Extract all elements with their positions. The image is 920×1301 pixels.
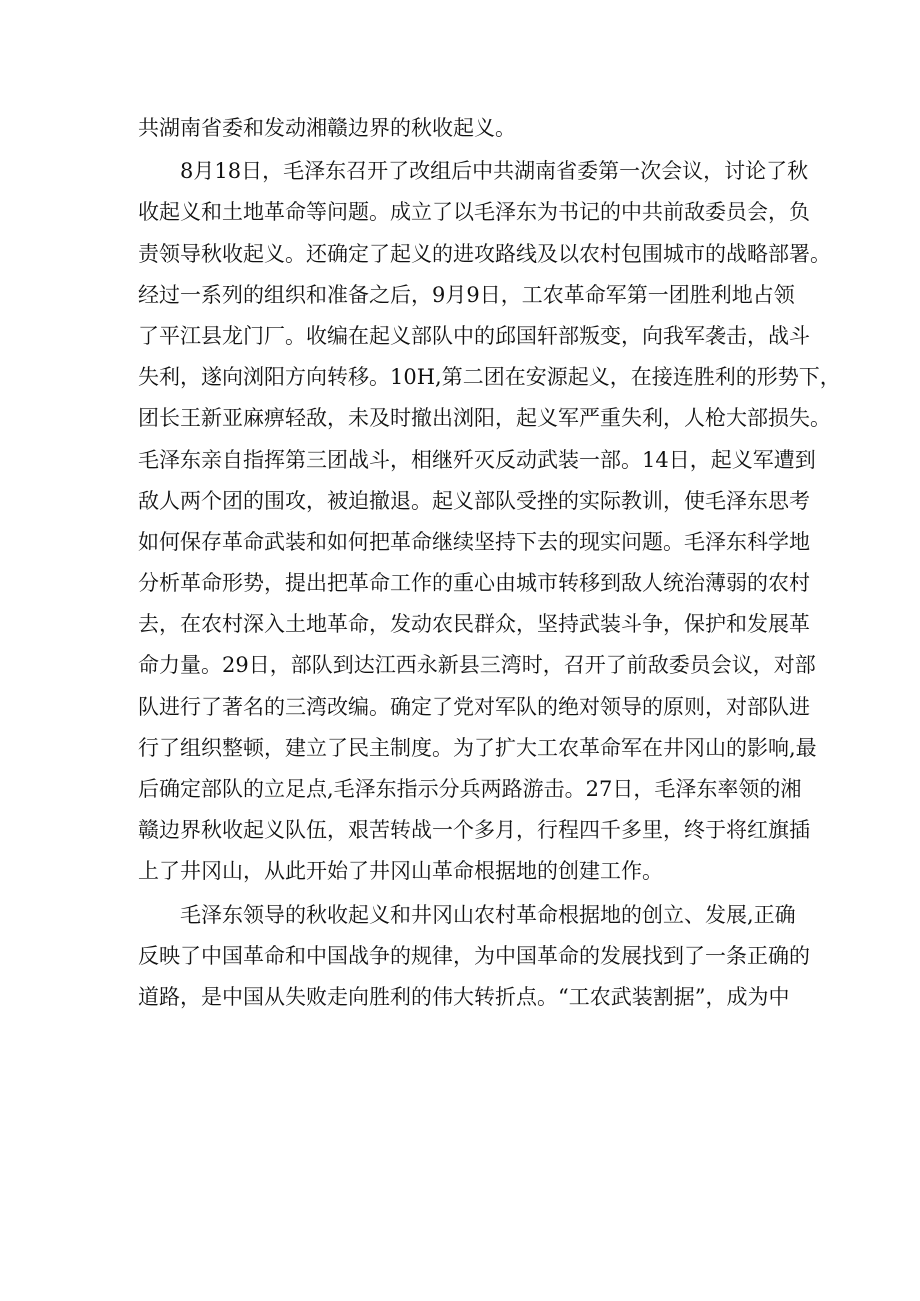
- text-line: 了平江县龙门厂。收编在起义部队中的邱国轩部叛变，向我军袭击，战斗: [138, 323, 810, 348]
- text-line: 命力量。29日，部队到达江西永新县三湾时，召开了前敌委员会议，对部: [138, 653, 816, 678]
- document-body: [138, 108, 841, 1018]
- text-line: 反映了中国革命和中国战争的规律，为中国革命的发展找到了一条正确的: [138, 943, 810, 968]
- text-line: 后确定部队的立足点,毛泽东指示分兵两路游击。27日，毛泽东率领的湘: [138, 777, 802, 801]
- text-line: 失利，遂向浏阳方向转移。10H,第二团在安源起义，在接连胜利的形势下，: [138, 365, 841, 390]
- text-line: 如何保存革命武装和如何把革命继续坚持下去的现实问题。毛泽东科学地: [138, 529, 810, 554]
- text-line: 经过一系列的组织和准备之后，9月9日，工农革命军第一团胜利地占领: [138, 282, 795, 307]
- text-line: 道路，是中国从失败走向胜利的伟大转折点。“工农武装割据”，成为中: [138, 984, 790, 1009]
- text-line: 8月18日，毛泽东召开了改组后中共湖南省委第一次会议，讨论了秋: [180, 159, 809, 184]
- text-line: 责领导秋收起义。还确定了起义的进攻路线及以农村包围城市的战略部署。: [138, 241, 831, 266]
- text-line: 队进行了著名的三湾改编。确定了党对军队的绝对领导的原则，对部队进: [138, 694, 810, 719]
- text-line: 团长王新亚麻痹轻敌，未及时撤出浏阳，起义军严重失利，人枪大部损失。: [138, 406, 831, 431]
- text-line: 敌人两个团的围攻，被迫撤退。起义部队受挫的实际教训，使毛泽东思考: [138, 488, 810, 513]
- text-line: 去，在农村深入土地革命，发动农民群众，坚持武装斗争，保护和发展革: [138, 612, 810, 637]
- text-line: 分析革命形势，提出把革命工作的重心由城市转移到敌人统治薄弱的农村: [138, 571, 810, 596]
- text-line: 毛泽东领导的秋收起义和井冈山农村革命根据地的创立、发展,正确: [180, 902, 796, 927]
- text-line: 共湖南省委和发动湘赣边界的秋收起义。: [138, 116, 516, 140]
- text-line: 行了组织整顿，建立了民主制度。为了扩大工农革命军在井冈山的影响,最: [138, 735, 817, 760]
- text-line: 赣边界秋收起义队伍，艰苦转战一个多月，行程四千多里，终于将红旗插: [138, 818, 810, 843]
- text-line: 毛泽东亲自指挥第三团战斗，相继歼灭反动武装一部。14日，起义军遭到: [138, 447, 816, 472]
- text-line: 上了井冈山，从此开始了井冈山革命根据地的创建工作。: [138, 859, 663, 884]
- text-line: 收起义和土地革命等问题。成立了以毛泽东为书记的中共前敌委员会，负: [138, 200, 810, 225]
